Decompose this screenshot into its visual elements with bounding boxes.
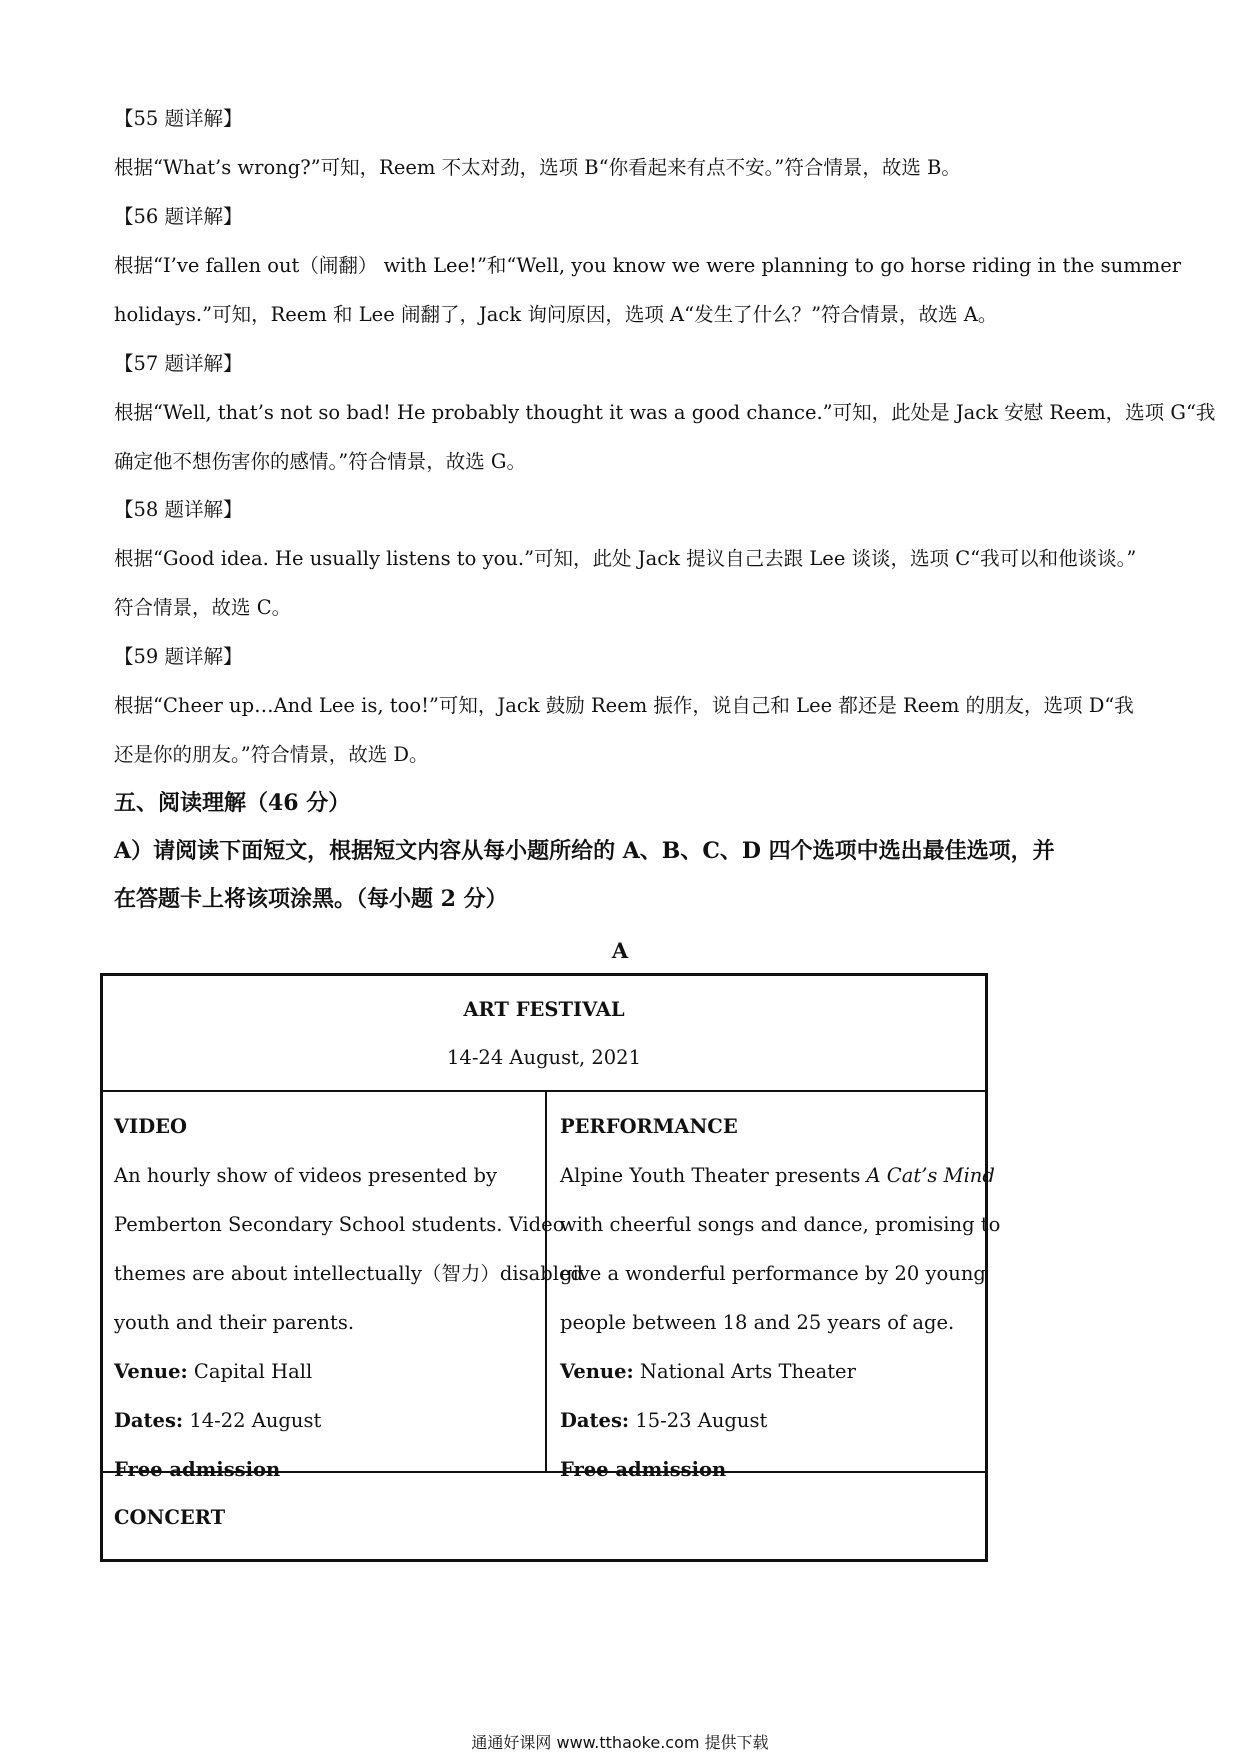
q57-explanation-line: 根据“Well, that’s not so bad! He probably thought it was a good chance.”可知，此处是 Jack 安慰 Reem，选项 G“我 — [114, 401, 1216, 424]
q59-title: 【59 题详解】 — [114, 645, 243, 668]
venue-label: Venue: — [560, 1360, 634, 1383]
performance-prefix: Alpine Youth Theater presents — [560, 1164, 867, 1187]
section-heading: 五、阅读理解（46 分） — [114, 790, 351, 816]
q55-explanation-line: 根据“What’s wrong?”可知，Reem 不太对劲，选项 B“你看起来有点不安。”符合情景，故选 B。 — [114, 156, 961, 179]
venue-value: Capital Hall — [193, 1360, 313, 1383]
video-description-line: Pemberton Secondary School students. Video — [114, 1213, 565, 1236]
instruction-line: A）请阅读下面短文，根据短文内容从每小题所给的 A、B、C、D 四个选项中选出最佳选项，并 — [114, 838, 1055, 864]
venue-label: Venue: — [114, 1360, 188, 1383]
performance-description-line: people between 18 and 25 years of age. — [560, 1311, 955, 1334]
dates-label: Dates: — [114, 1409, 184, 1432]
performance-dates — [560, 1408, 767, 1434]
festival-table — [100, 973, 1001, 1562]
passage-label: A — [611, 938, 629, 963]
q57-explanation-line: 确定他不想伤害你的感情。”符合情景，故选 G。 — [114, 450, 526, 473]
video-venue — [114, 1359, 312, 1385]
performance-description-line: give a wonderful performance by 20 young — [560, 1262, 986, 1285]
concert-heading: CONCERT — [114, 1506, 226, 1529]
performance-description-line: with cheerful songs and dance, promising to — [560, 1213, 1001, 1236]
instruction-line: 在答题卡上将该项涂黑。（每小题 2 分） — [114, 886, 508, 912]
q56-explanation-line: holidays.”可知，Reem 和 Lee 闹翻了，Jack 询问原因，选项 A“发生了什么？”符合情景，故选 A。 — [114, 303, 998, 326]
performance-admission: Free admission — [560, 1458, 727, 1481]
festival-title: ART FESTIVAL — [463, 998, 625, 1021]
performance-venue — [560, 1359, 856, 1385]
table-header — [103, 976, 985, 1092]
dates-value: 15-23 August — [635, 1409, 768, 1432]
performance-heading: PERFORMANCE — [560, 1115, 738, 1138]
q59-explanation-line: 还是你的朋友。”符合情景，故选 D。 — [114, 743, 429, 766]
q55-title: 【55 题详解】 — [114, 107, 243, 130]
venue-value: National Arts Theater — [639, 1360, 856, 1383]
video-description-line: youth and their parents. — [114, 1311, 355, 1334]
q58-title: 【58 题详解】 — [114, 498, 243, 521]
performance-description-line — [560, 1163, 995, 1189]
performance-show-title: A Cat’s Mind — [866, 1164, 995, 1187]
q58-explanation-line: 根据“Good idea. He usually listens to you.”可知，此处 Jack 提议自己去跟 Lee 谈谈，选项 C“我可以和他谈谈。” — [114, 547, 1137, 570]
q59-explanation-line: 根据“Cheer up…And Lee is, too!”可知，Jack 鼓励 Reem 振作，说自己和 Lee 都还是 Reem 的朋友，选项 D“我 — [114, 694, 1134, 717]
dates-label: Dates: — [560, 1409, 630, 1432]
dates-value: 14-22 August — [189, 1409, 322, 1432]
footer-watermark: 通通好课网 www.tthaoke.com 提供下载 — [471, 1733, 769, 1752]
q57-title: 【57 题详解】 — [114, 352, 243, 375]
video-admission: Free admission — [114, 1458, 281, 1481]
video-description-line: An hourly show of videos presented by — [114, 1164, 498, 1187]
q58-explanation-line: 符合情景，故选 C。 — [114, 596, 292, 619]
q56-title: 【56 题详解】 — [114, 205, 243, 228]
video-description-line: themes are about intellectually（智力）disabled — [114, 1262, 584, 1285]
q56-explanation-line: 根据“I’ve fallen out（闹翻） with Lee!”和“Well, you know we were planning to go horse riding in the summer — [114, 254, 1182, 277]
video-heading: VIDEO — [114, 1115, 188, 1138]
festival-dates: 14-24 August, 2021 — [447, 1046, 641, 1069]
video-dates — [114, 1408, 321, 1434]
